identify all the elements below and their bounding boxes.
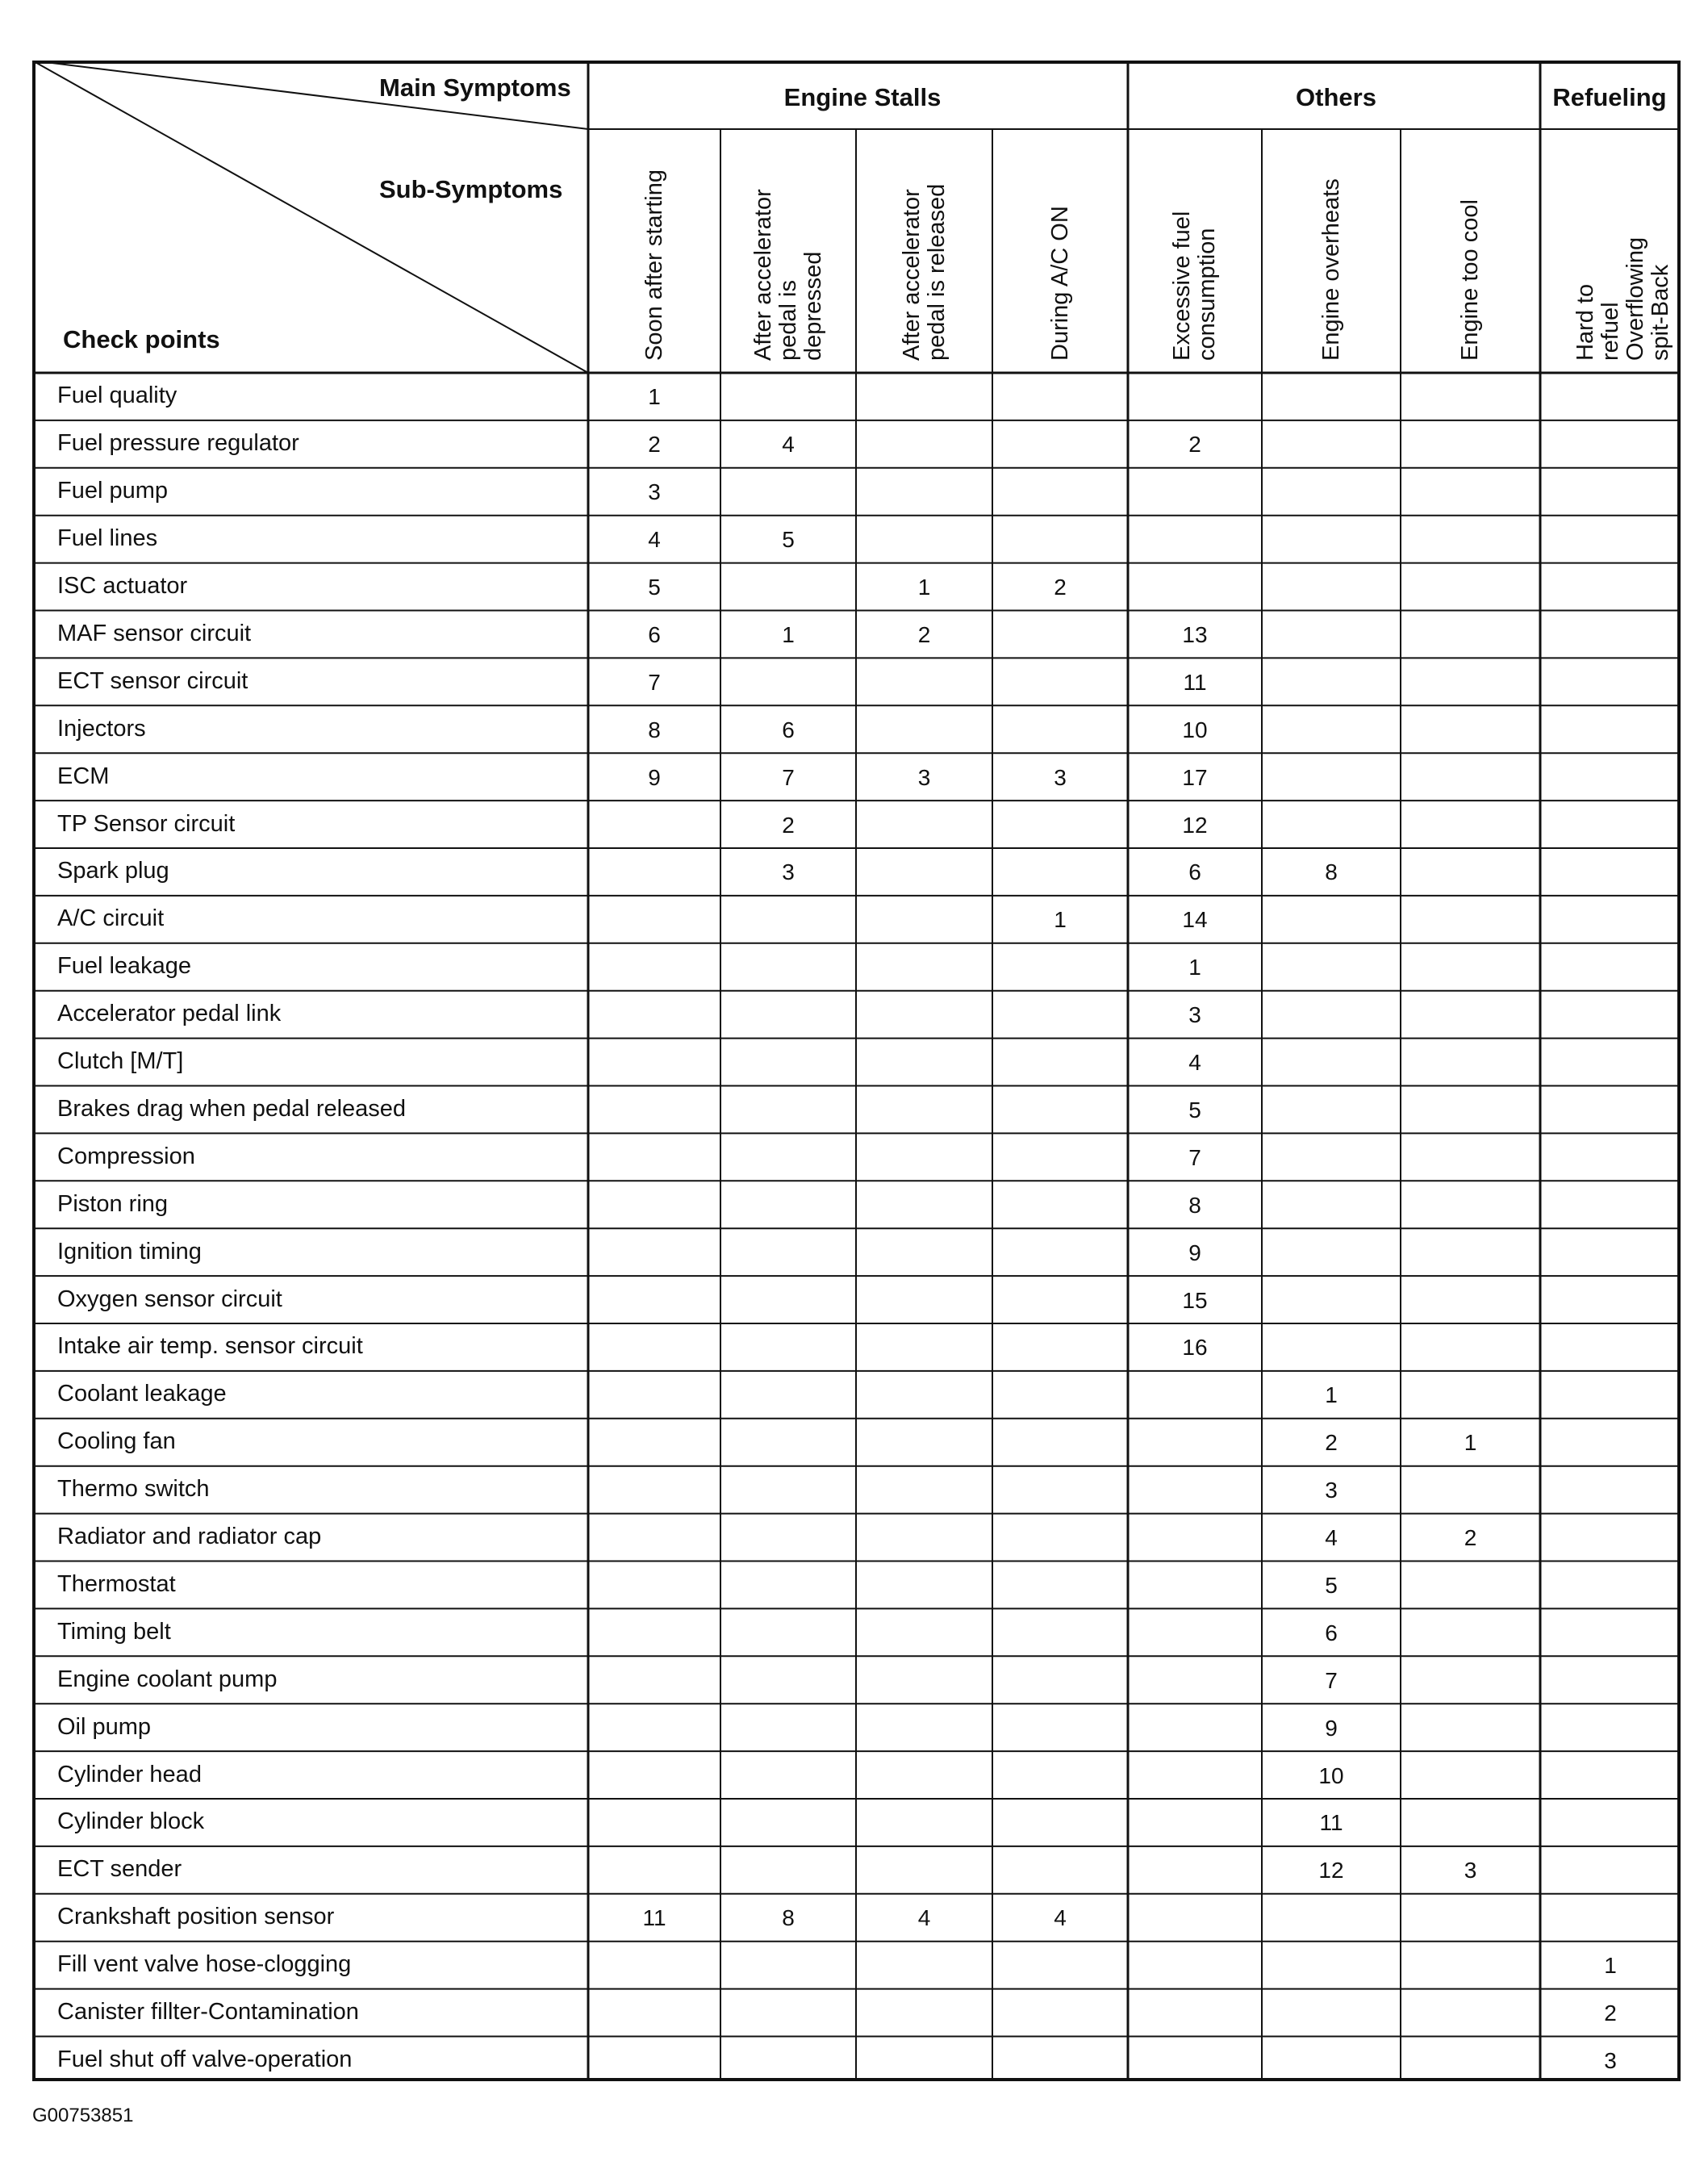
table-cell-value: 1: [1054, 907, 1067, 933]
check-points-label: Check points: [63, 325, 220, 353]
check-point-label: Fuel pressure regulator: [57, 430, 299, 457]
check-point-label: Thermostat: [57, 1570, 176, 1597]
group-header-engine-stalls: Engine Stalls: [783, 83, 942, 111]
check-point-label: A/C circuit: [57, 905, 165, 932]
check-point-label: Fill vent valve hose-clogging: [57, 1951, 352, 1978]
table-cell-value: 2: [917, 621, 931, 647]
check-point-label: ISC actuator: [57, 573, 188, 600]
table-cell-value: 10: [1182, 717, 1208, 742]
table-cell-value: 10: [1318, 1762, 1344, 1788]
column-header: After accelerator pedal is depressed: [750, 189, 826, 361]
table-cell-value: 6: [648, 621, 661, 647]
table-cell-value: 7: [1188, 1144, 1201, 1170]
check-point-label: Intake air temp. sensor circuit: [57, 1333, 363, 1360]
column-header: During A/C ON: [1046, 206, 1073, 361]
check-point-label: Accelerator pedal link: [57, 1001, 282, 1027]
table-cell-value: 4: [648, 527, 661, 553]
table-cell-value: 2: [1464, 1525, 1477, 1551]
check-point-label: Crankshaft position sensor: [57, 1904, 335, 1930]
table-cell-value: 4: [782, 432, 795, 458]
table-cell-value: 8: [782, 1905, 795, 1931]
table-cell-value: 2: [782, 812, 795, 838]
check-point-label: ECT sender: [57, 1856, 182, 1883]
check-point-label: Brakes drag when pedal released: [57, 1095, 407, 1122]
check-point-label: Oxygen sensor circuit: [57, 1286, 282, 1312]
table-cell-value: 11: [642, 1905, 666, 1931]
check-point-label: Radiator and radiator cap: [57, 1524, 322, 1550]
table-cell-value: 2: [1054, 575, 1067, 600]
check-point-label: Coolant leakage: [57, 1381, 227, 1407]
check-point-label: Ignition timing: [57, 1238, 202, 1265]
check-point-label: Fuel quality: [57, 383, 177, 409]
table-grid-lines: [32, 61, 1681, 2081]
table-cell-value: 1: [1325, 1382, 1338, 1408]
table-cell-value: 8: [648, 717, 661, 742]
figure-id: G00753851: [32, 2105, 134, 2126]
table-cell-value: 3: [648, 479, 661, 505]
table-cell-value: 16: [1182, 1335, 1208, 1361]
table-cell-value: 7: [648, 669, 661, 695]
check-point-label: ECT sensor circuit: [57, 667, 248, 694]
sub-symptoms-label: Sub-Symptoms: [379, 175, 563, 203]
table-cell-value: 4: [1188, 1050, 1201, 1076]
table-cell-value: 14: [1182, 907, 1208, 933]
check-point-label: Spark plug: [57, 858, 169, 884]
table-cell-value: 7: [782, 764, 795, 790]
table-cell-value: 2: [1604, 2000, 1617, 2026]
table-cell-value: 1: [917, 575, 931, 600]
table-cell-value: 3: [1325, 1478, 1338, 1503]
table-cell-value: 3: [917, 764, 931, 790]
check-point-label: ECM: [57, 763, 110, 789]
table-cell-value: 2: [1188, 432, 1201, 458]
table-cell-value: 3: [1604, 2047, 1617, 2073]
diagnostic-table: [32, 61, 1681, 2081]
column-header: Engine overheats: [1318, 178, 1344, 361]
check-point-label: Compression: [57, 1143, 195, 1169]
check-point-label: Thermo switch: [57, 1476, 210, 1503]
table-cell-value: 3: [1464, 1858, 1477, 1883]
table-cell-value: 4: [1325, 1525, 1338, 1551]
check-point-label: Fuel pump: [57, 478, 169, 504]
table-cell-value: 1: [782, 621, 795, 647]
table-cell-value: 11: [1319, 1810, 1343, 1836]
main-symptoms-label: Main Symptoms: [379, 73, 571, 102]
table-cell-value: 9: [1188, 1240, 1201, 1265]
column-header: Soon after starting: [641, 169, 667, 361]
table-cell-value: 12: [1182, 812, 1208, 838]
check-point-label: Fuel shut off valve-operation: [57, 2046, 353, 2072]
table-cell-value: 2: [648, 432, 661, 458]
column-header: After accelerator pedal is released: [898, 183, 950, 361]
table-cell-value: 1: [1188, 955, 1201, 980]
table-cell-value: 5: [648, 575, 661, 600]
check-point-label: Cooling fan: [57, 1428, 176, 1455]
table-cell-value: 9: [1325, 1715, 1338, 1741]
check-point-label: Cylinder head: [57, 1761, 202, 1787]
table-cell-value: 9: [648, 764, 661, 790]
check-point-label: Fuel lines: [57, 525, 158, 552]
table-cell-value: 6: [782, 717, 795, 742]
column-header: Hard to refuel Overflowing spit-Back: [1572, 236, 1673, 361]
table-cell-value: 1: [1464, 1430, 1477, 1456]
check-point-label: Oil pump: [57, 1713, 152, 1740]
check-point-label: MAF sensor circuit: [57, 620, 252, 646]
table-cell-value: 13: [1182, 621, 1208, 647]
table-cell-value: 6: [1188, 859, 1201, 885]
table-cell-value: 1: [648, 384, 661, 410]
table-cell-value: 3: [782, 859, 795, 885]
check-point-label: Piston ring: [57, 1190, 169, 1217]
table-cell-value: 8: [1188, 1192, 1201, 1218]
table-cell-value: 2: [1325, 1430, 1338, 1456]
check-point-label: Injectors: [57, 715, 146, 742]
table-cell-value: 3: [1054, 764, 1067, 790]
table-cell-value: 6: [1325, 1620, 1338, 1645]
table-cell-value: 5: [782, 527, 795, 553]
check-point-label: Timing belt: [57, 1618, 171, 1645]
group-header-refueling: Refueling: [1552, 83, 1667, 111]
table-cell-value: 12: [1318, 1858, 1344, 1883]
check-point-label: Clutch [M/T]: [57, 1048, 184, 1075]
check-point-label: Engine coolant pump: [57, 1666, 278, 1692]
table-cell-value: 4: [917, 1905, 931, 1931]
table-cell-value: 4: [1054, 1905, 1067, 1931]
table-cell-value: 7: [1325, 1667, 1338, 1693]
table-cell-value: 17: [1182, 764, 1208, 790]
table-cell-value: 3: [1188, 1002, 1201, 1028]
table-cell-value: 5: [1325, 1572, 1338, 1598]
check-point-label: Cylinder block: [57, 1808, 205, 1835]
column-header: Engine too cool: [1457, 199, 1483, 361]
check-point-label: Fuel leakage: [57, 953, 192, 980]
table-cell-value: 8: [1325, 859, 1338, 885]
column-header: Excessive fuel consumption: [1169, 211, 1220, 361]
check-point-label: Canister fillter-Contamination: [57, 1999, 359, 2026]
table-cell-value: 11: [1183, 669, 1207, 695]
table-cell-value: 15: [1182, 1287, 1208, 1313]
table-cell-value: 1: [1604, 1953, 1617, 1979]
group-header-others: Others: [1296, 83, 1376, 111]
table-cell-value: 5: [1188, 1097, 1201, 1123]
check-point-label: TP Sensor circuit: [57, 810, 236, 837]
